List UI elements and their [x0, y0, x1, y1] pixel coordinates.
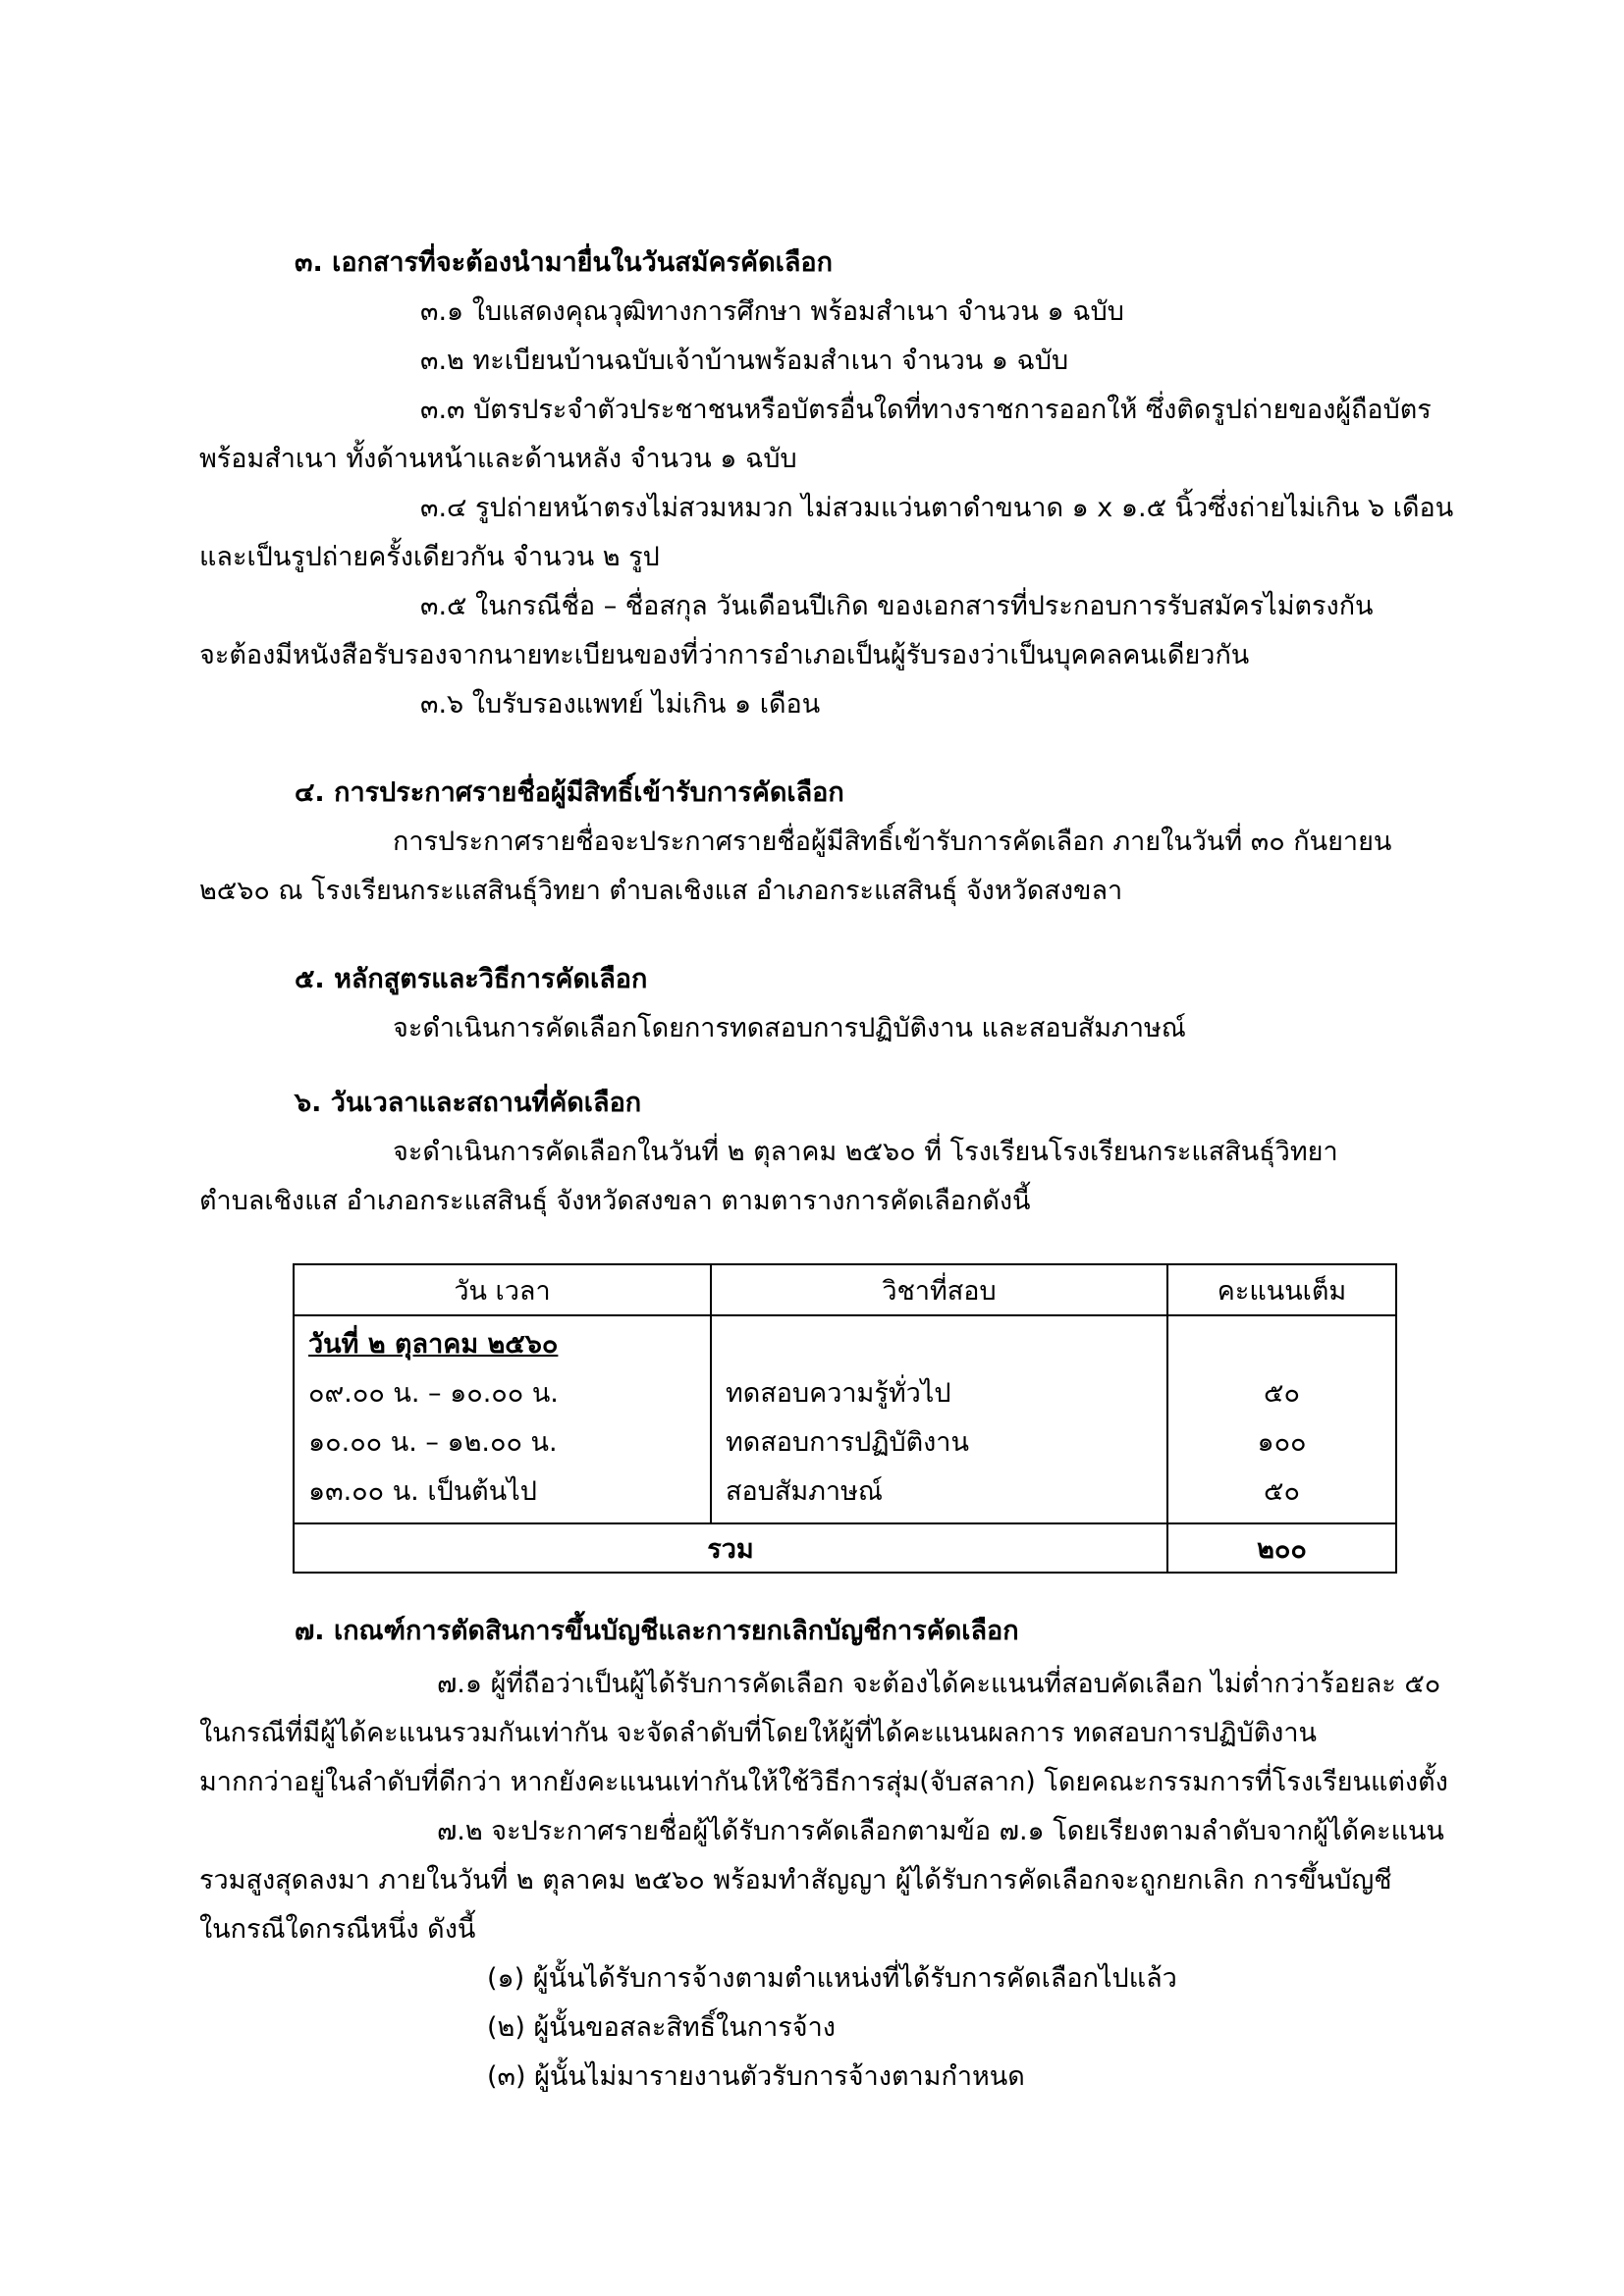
item-3-5-line2: จะต้องมีหนังสือรับรองจากนายทะเบียนของที่ว่าการอำเภอเป็นผู้รับรองว่าเป็นบุคคลคนเดียวกัน: [199, 640, 1250, 670]
table-body-row: [294, 1315, 1396, 1523]
section-7-heading: ๗. เกณฑ์การตัดสินการขึ้นบัญชีและการยกเลิกบัญชีการคัดเลือก: [295, 1616, 1019, 1646]
score-row-2: ๑๐๐: [1257, 1427, 1307, 1458]
section-6-para-line2: ตำบลเชิงแส อำเภอกระแสสินธุ์ จังหวัดสงขลา ตามตารางการคัดเลือกดังนี้: [199, 1186, 1031, 1216]
item-3-3-line1: ๓.๓ บัตรประจำตัวประชาชนหรือบัตรอื่นใดที่ทางราชการออกให้ ซึ่งติดรูปถ่ายของผู้ถือบัตร: [420, 395, 1432, 425]
datetime-cell: [294, 1315, 711, 1523]
header-fullscore: คะแนนเต็ม: [1167, 1264, 1396, 1315]
section-5-para: จะดำเนินการคัดเลือกโดยการทดสอบการปฏิบัติงาน และสอบสัมภาษณ์: [393, 1013, 1186, 1043]
section-5-heading: ๕. หลักสูตรและวิธีการคัดเลือก: [295, 964, 648, 994]
item-3-6: ๓.๖ ใบรับรองแพทย์ ไม่เกิน ๑ เดือน: [420, 689, 821, 720]
condition-3: (๓) ผู้นั้นไม่มารายงานตัวรับการจ้างตามกำหนด: [487, 2061, 1025, 2092]
header-subject: วิชาที่สอบ: [711, 1264, 1167, 1315]
header-datetime: วัน เวลา: [294, 1264, 711, 1315]
item-3-3-line2: พร้อมสำเนา ทั้งด้านหน้าและด้านหลัง จำนวน ๑ ฉบับ: [199, 444, 797, 474]
table-header-row: [294, 1264, 1396, 1315]
item-7-2-line3: ในกรณีใดกรณีหนึ่ง ดังนี้: [199, 1914, 476, 1945]
time-row-3: ๑๓.๐๐ น. เป็นต้นไป: [308, 1476, 537, 1507]
item-7-2-line1: ๗.๒ จะประกาศรายชื่อผู้ได้รับการคัดเลือกตามข้อ ๗.๑ โดยเรียงตามลำดับจากผู้ได้คะแนน: [437, 1816, 1444, 1846]
condition-1: (๑) ผู้นั้นได้รับการจ้างตามตำแหน่งที่ได้รับการคัดเลือกไปแล้ว: [487, 1963, 1177, 1994]
item-3-1: ๓.๑ ใบแสดงคุณวุฒิทางการศึกษา พร้อมสำเนา จำนวน ๑ ฉบับ: [420, 296, 1124, 327]
total-label: รวม: [294, 1523, 1167, 1573]
item-7-2-line2: รวมสูงสุดลงมา ภายในวันที่ ๒ ตุลาคม ๒๕๖๐ พร้อมทำสัญญา ผู้ได้รับการคัดเลือกจะถูกยกเลิก การขึ้นบัญชี: [199, 1865, 1392, 1896]
section-4-heading: ๔. การประกาศรายชื่อผู้มีสิทธิ์เข้ารับการคัดเลือก: [295, 777, 844, 808]
total-value: ๒๐๐: [1167, 1523, 1396, 1573]
schedule-table: [293, 1263, 1397, 1574]
score-cell: [1167, 1315, 1396, 1523]
condition-2: (๒) ผู้นั้นขอสละสิทธิ์ในการจ้าง: [487, 2012, 836, 2043]
item-3-4-line1: ๓.๔ รูปถ่ายหน้าตรงไม่สวมหมวก ไม่สวมแว่นตาดำขนาด ๑ x ๑.๕ นิ้วซึ่งถ่ายไม่เกิน ๖ เดือน: [420, 493, 1454, 523]
item-7-1-line1: ๗.๑ ผู้ที่ถือว่าเป็นผู้ได้รับการคัดเลือก จะต้องได้คะแนนที่สอบคัดเลือก ไม่ต่ำกว่าร้อยละ ๕๐: [437, 1669, 1441, 1699]
item-3-4-line2: และเป็นรูปถ่ายครั้งเดียวกัน จำนวน ๒ รูป: [199, 542, 660, 572]
time-row-2: ๑๐.๐๐ น. – ๑๒.๐๐ น.: [308, 1427, 558, 1458]
table-total-row: [294, 1523, 1396, 1573]
section-4-para-line2: ๒๕๖๐ ณ โรงเรียนกระแสสินธุ์วิทยา ตำบลเชิงแส อำเภอกระแสสินธุ์ จังหวัดสงขลา: [199, 876, 1123, 906]
subject-row-3: สอบสัมภาษณ์: [726, 1476, 883, 1507]
exam-date: วันที่ ๒ ตุลาคม ๒๕๖๐: [308, 1329, 559, 1360]
item-7-1-line2: ในกรณีที่มีผู้ได้คะแนนรวมกันเท่ากัน จะจัดลำดับที่โดยให้ผู้ที่ได้คะแนนผลการ ทดสอบการปฏิบัติงาน: [199, 1718, 1317, 1748]
item-3-2: ๓.๒ ทะเบียนบ้านฉบับเจ้าบ้านพร้อมสำเนา จำนวน ๑ ฉบับ: [420, 346, 1069, 376]
subject-row-2: ทดสอบการปฏิบัติงาน: [726, 1427, 969, 1458]
score-row-3: ๕๐: [1264, 1476, 1300, 1507]
time-row-1: ๐๙.๐๐ น. – ๑๐.๐๐ น.: [308, 1378, 559, 1409]
subject-cell: [711, 1315, 1167, 1523]
subject-row-1: ทดสอบความรู้ทั่วไป: [726, 1378, 951, 1409]
section-6-heading: ๖. วันเวลาและสถานที่คัดเลือก: [295, 1088, 642, 1118]
section-4-para-line1: การประกาศรายชื่อจะประกาศรายชื่อผู้มีสิทธิ์เข้ารับการคัดเลือก ภายในวันที่ ๓๐ กันยายน: [393, 827, 1392, 857]
section-3-heading: ๓. เอกสารที่จะต้องนำมายื่นในวันสมัครคัดเลือก: [295, 247, 833, 278]
item-7-1-line3: มากกว่าอยู่ในลำดับที่ดีกว่า หากยังคะแนนเท่ากันให้ใช้วิธีการสุ่ม(จับสลาก) โดยคณะกรรมการที่โรงเรียนแต่งตั้ง: [199, 1767, 1448, 1797]
score-row-1: ๕๐: [1264, 1378, 1300, 1409]
item-3-5-line1: ๓.๕ ในกรณีชื่อ – ชื่อสกุล วันเดือนปีเกิด ของเอกสารที่ประกอบการรับสมัครไม่ตรงกัน: [420, 591, 1374, 621]
section-6-para-line1: จะดำเนินการคัดเลือกในวันที่ ๒ ตุลาคม ๒๕๖๐ ที่ โรงเรียนโรงเรียนกระแสสินธุ์วิทยา: [393, 1137, 1338, 1167]
